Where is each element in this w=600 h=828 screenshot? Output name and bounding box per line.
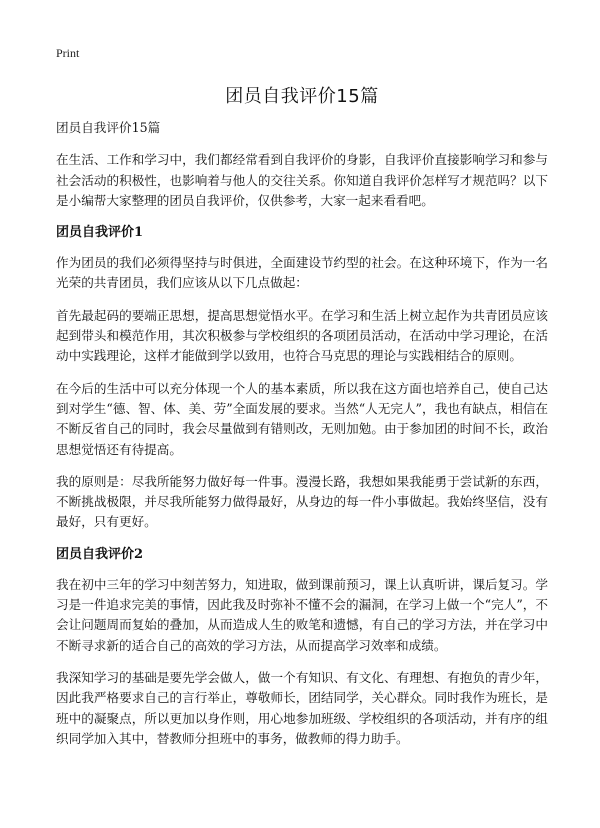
section-paragraph: 在今后的生活中可以充分体现一个人的基本素质，所以我在这方面也培养自己，使自己达到对学生“德、智、体、美、劳”全面发展的要求。当然“人无完人”，我也有缺点，相信在不断反省自己的同时，我会尽量做到有错则改，无则加勉。由于参加团的时间不长，政治思想觉悟还有待提高。 [56, 380, 548, 457]
article-subtitle: 团员自我评价15篇 [56, 120, 161, 135]
section-paragraph: 我在初中三年的学习中刻苦努力，知进取，做到课前预习，课上认真听讲，课后复习。学习是一件追求完美的事情，因此我及时弥补不懂不会的漏洞，在学习上做一个“完人”，不会让问题周而复始的叠加，从而造成人生的败笔和遗憾，有自己的学习方法，并在学习中不断寻求新的适合自己的高效的学习方法，从而提高学习效率和成绩。 [56, 576, 548, 653]
article-body [56, 118, 548, 761]
print-link[interactable]: Print [56, 46, 80, 60]
section-heading: 团员自我评价2 [56, 546, 144, 562]
section-heading: 团员自我评价1 [56, 225, 144, 241]
section-paragraph: 作为团员的我们必须得坚持与时俱进，全面建设节约型的社会。在这种环境下，作为一名光荣的共青团员，我们应该从以下几点做起： [56, 255, 548, 291]
section-paragraph: 我深知学习的基础是要先学会做人，做一个有知识、有文化、有理想、有抱负的青少年，因此我严格要求自己的言行举止，尊敬师长，团结同学，关心群众。同时我作为班长，是班中的凝聚点，所以更加以身作则，用心地参加班级、学校组织的各项活动，并有序的组织同学加入其中，替教师分担班中的事务，做教师的得力助手。 [56, 669, 548, 746]
page-title: 团员自我评价15篇 [225, 86, 379, 107]
intro-paragraph: 在生活、工作和学习中，我们都经常看到自我评价的身影，自我评价直接影响学习和参与社会活动的积极性，也影响着与他人的交往关系。你知道自我评价怎样写才规范吗？以下是小编帮大家整理的团员自我评价，仅供参考，大家一起来看看吧。 [56, 152, 548, 208]
section-paragraph: 我的原则是：尽我所能努力做好每一件事。漫漫长路，我想如果我能勇于尝试新的东西，不断挑战极限，并尽我所能努力做得最好，从身边的每一件小事做起。我始终坚信，没有最好，只有更好。 [56, 473, 548, 530]
section-paragraph: 首先最起码的要端正思想，提高思想觉悟水平。在学习和生活上树立起作为共青团员应该起到带头和模范作用，其次积极参与学校组织的各项团员活动，在活动中学习理论，在活动中实践理论，这样才能做到学以致用，也符合马克思的理论与实践相结合的原则。 [56, 307, 548, 364]
